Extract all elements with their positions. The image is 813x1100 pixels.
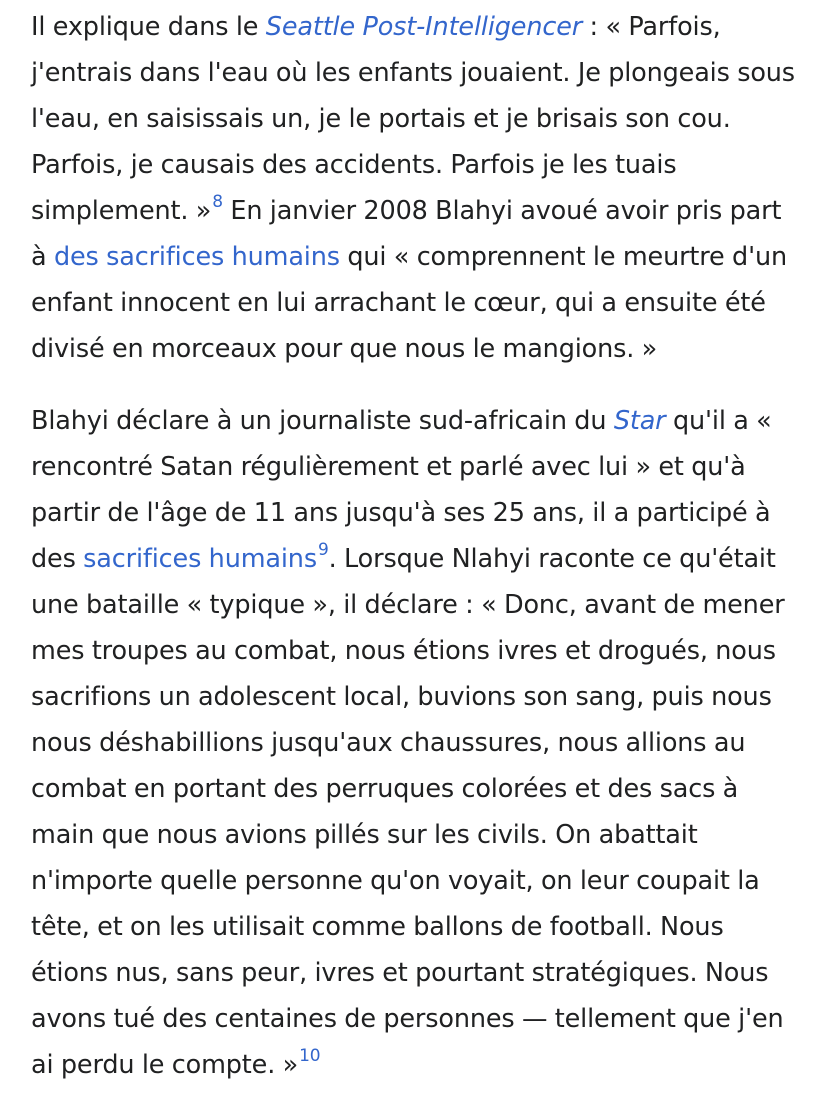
text-segment: qui « comprennent le meurtre d'un enfant innocent en lui arrachant le cœur, qui a ensuite été divisé en morceaux pour que nous le mangions. » bbox=[31, 242, 787, 364]
link-star[interactable]: Star bbox=[613, 406, 666, 436]
text-segment: En janvier 2008 Blahyi avoué avoir pris part à bbox=[31, 196, 782, 272]
reference-link-9[interactable]: 9 bbox=[317, 540, 329, 560]
text-segment: Il explique dans le bbox=[31, 12, 266, 42]
reference-link-8[interactable]: 8 bbox=[212, 192, 223, 212]
paragraph-2 bbox=[31, 398, 803, 1088]
text-segment: : « Parfois, j'entrais dans l'eau où les enfants jouaient. Je plongeais sous l'eau, en saisissais un, je le portais et je brisais son cou. Parfois, je causais des accidents. Parfois je les tuais simplement. » bbox=[31, 12, 795, 226]
paragraph-1 bbox=[31, 4, 803, 372]
text-segment: . Lorsque Nlahyi raconte ce qu'était une bataille « typique », il déclare : « Donc, avant de mener mes troupes au combat, nous étions ivres et drogués, nous sacrifions un adolescent local, buvions son sang, puis nous nous déshabillions jusqu'aux chaussures, nous allions au combat en portant des perruques colorées et des sacs à main que nous avions pillés sur les civils. On abattait n'importe quelle personne qu'on voyait, on leur coupait la tête, et on les utilisait comme ballons de football. Nous étions nus, sans peur, ivres et pourtant stratégiques. Nous avons tué des centaines de personnes — tellement que j'en ai perdu le compte. » bbox=[31, 544, 785, 1080]
link-sacrifices-humains[interactable]: sacrifices humains bbox=[83, 544, 317, 574]
reference-8[interactable] bbox=[212, 192, 223, 212]
link-seattle-post-intelligencer[interactable]: Seattle Post-Intelligencer bbox=[265, 12, 583, 42]
reference-link-10[interactable]: 10 bbox=[299, 1046, 321, 1066]
link-des-sacrifices-humains[interactable]: des sacrifices humains bbox=[53, 242, 340, 272]
reference-9[interactable] bbox=[318, 540, 329, 560]
text-segment: qu'il a « rencontré Satan régulièrement et parlé avec lui » et qu'à partir de l'âge de 11 ans jusqu'à ses 25 ans, il a participé à des bbox=[31, 406, 772, 574]
text-segment: Blahyi déclare à un journaliste sud-africain du bbox=[31, 406, 614, 436]
reference-10[interactable] bbox=[299, 1046, 320, 1066]
